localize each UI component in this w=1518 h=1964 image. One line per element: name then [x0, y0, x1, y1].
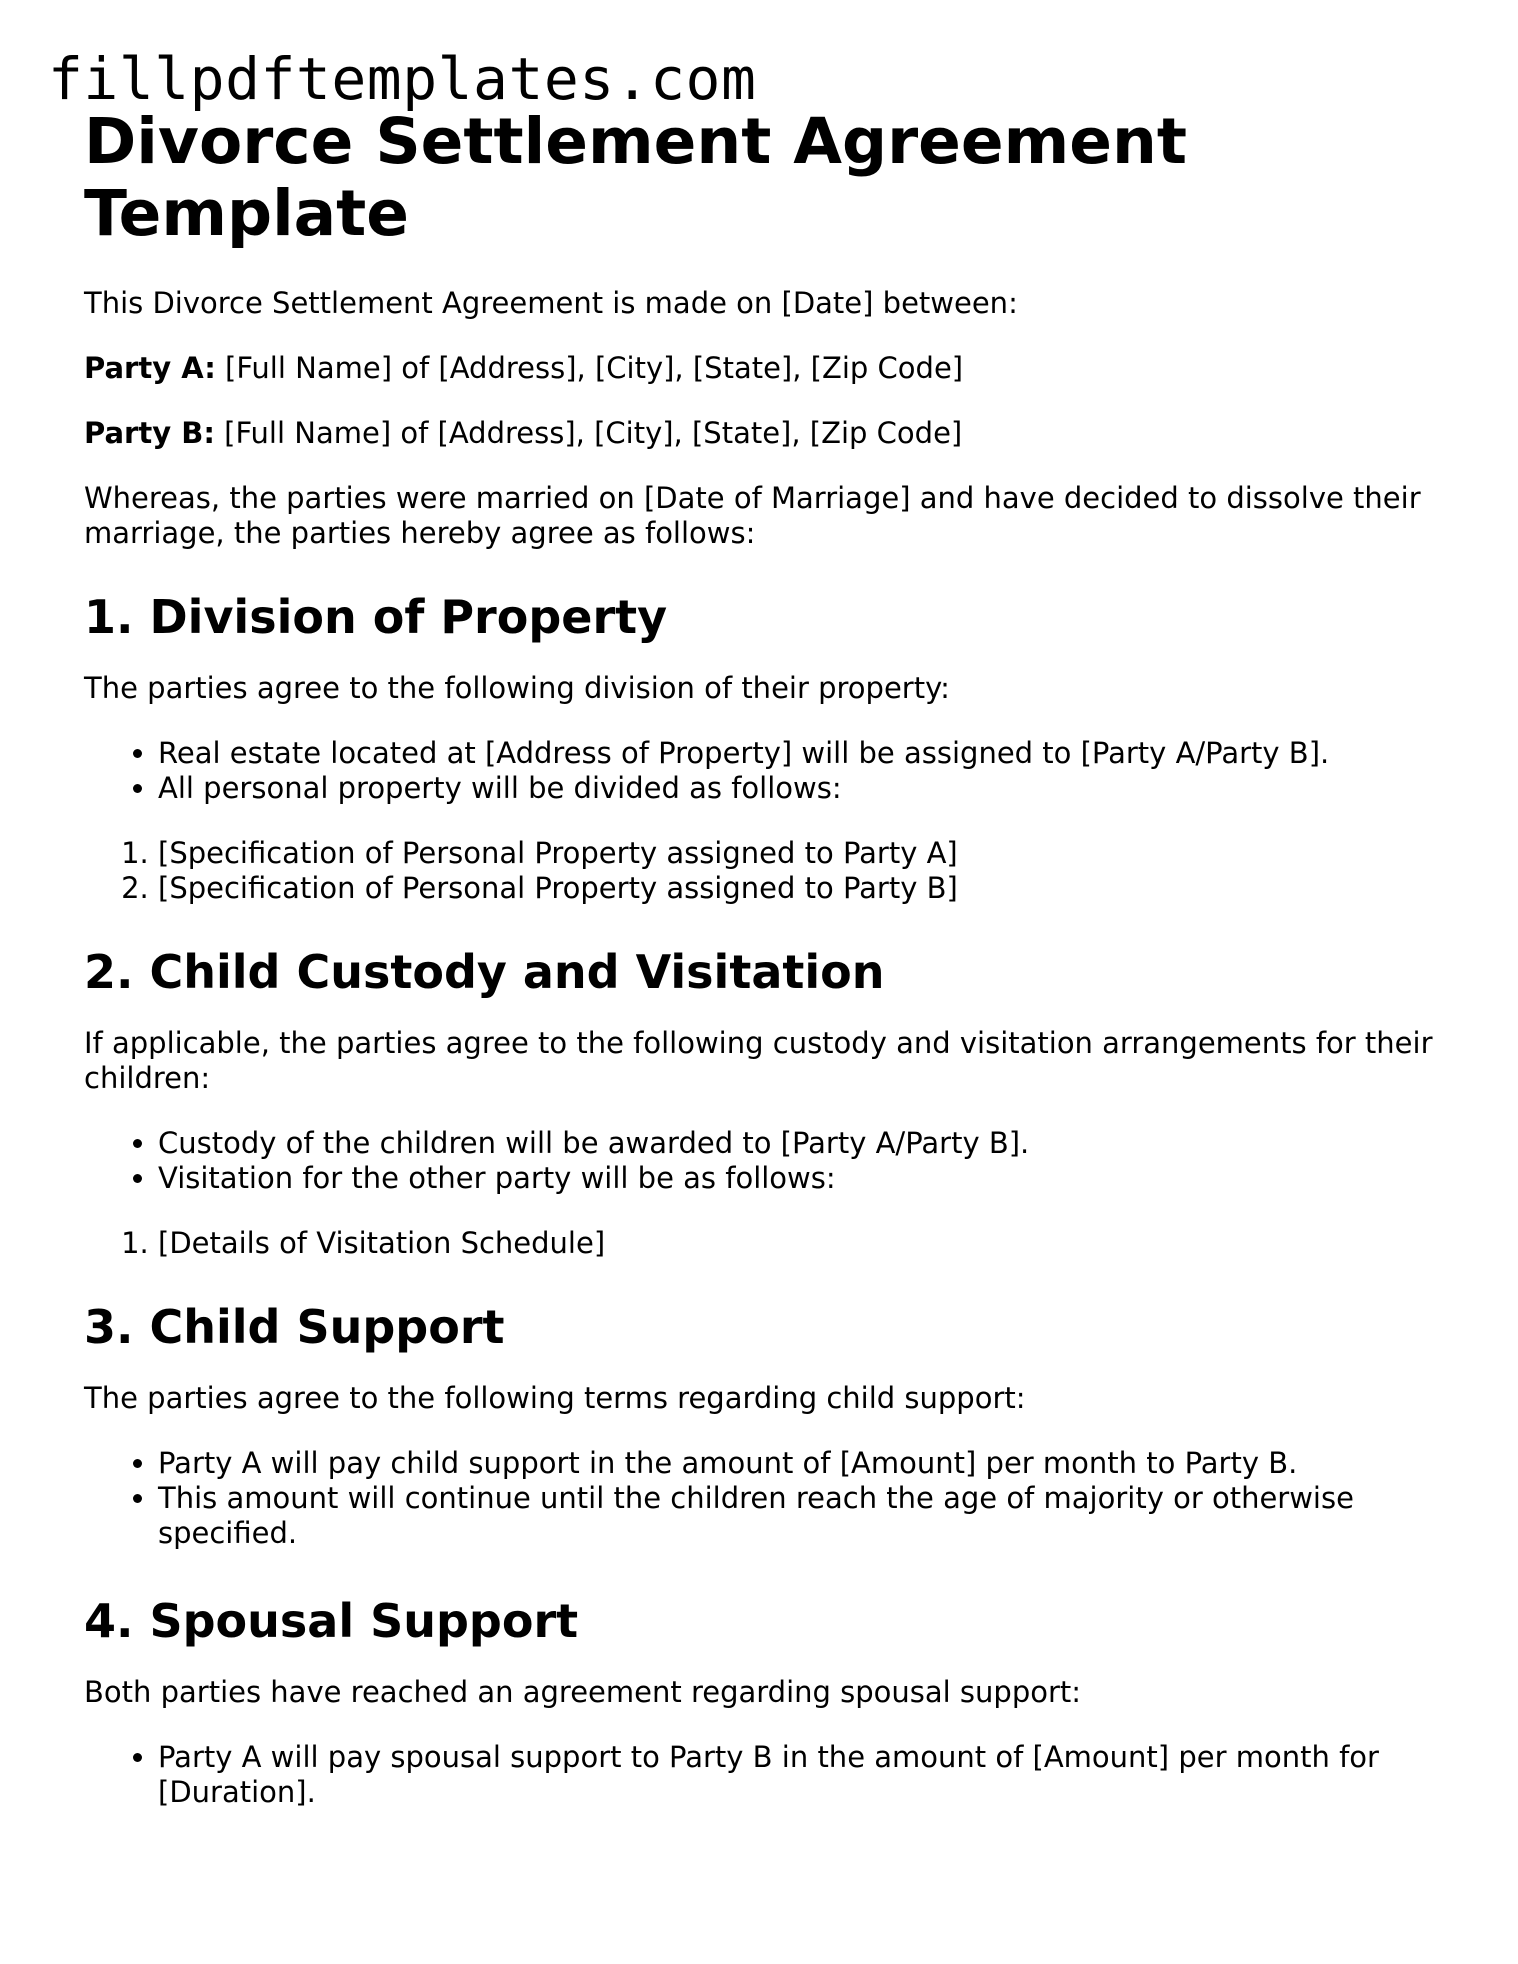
intro-paragraph: This Divorce Settlement Agreement is made on [Date] between:: [84, 286, 1018, 320]
section-1-bullet-list: [84, 736, 1444, 806]
list-item: • Visitation for the other party will be as follows:: [158, 1161, 1444, 1196]
section-3-heading: 3. Child Support: [84, 1300, 505, 1354]
section-3-bullet-list: [84, 1446, 1444, 1551]
section-4-bullet-list: [84, 1740, 1444, 1810]
document-body: [84, 106, 1444, 1840]
party-a-label: Party A:: [84, 351, 216, 385]
section-1-intro: The parties agree to the following division of their property:: [84, 671, 950, 705]
party-b-line: [84, 416, 1444, 451]
list-item: 1. [Details of Visitation Schedule]: [158, 1226, 1444, 1261]
list-item: 1. [Specification of Personal Property assigned to Party A]: [158, 836, 1444, 871]
section-2-bullet-list: [84, 1126, 1444, 1196]
section-2-intro: If applicable, the parties agree to the following custody and visitation arrangements for their children:: [84, 1026, 1433, 1095]
document-title: Divorce Settlement Agreement Template: [84, 105, 1187, 250]
whereas-paragraph: Whereas, the parties were married on [Date of Marriage] and have decided to dissolve their marriage, the parties hereby agree as follows:: [84, 481, 1421, 550]
section-2-heading: 2. Child Custody and Visitation: [84, 945, 885, 999]
list-item: • Party A will pay child support in the amount of [Amount] per month to Party B.: [158, 1446, 1444, 1481]
section-4-intro: Both parties have reached an agreement regarding spousal support:: [84, 1675, 1082, 1709]
section-1-heading: 1. Division of Property: [84, 590, 668, 644]
party-b-label: Party B:: [84, 416, 215, 450]
list-item: • This amount will continue until the children reach the age of majority or otherwise specified.: [158, 1481, 1444, 1551]
list-item: • All personal property will be divided as follows:: [158, 771, 1444, 806]
party-a-details: [Full Name] of [Address], [City], [State], [Zip Code]: [215, 351, 964, 385]
list-item: 2. [Specification of Personal Property assigned to Party B]: [158, 871, 1444, 906]
watermark: fillpdftemplates.com: [48, 45, 757, 113]
list-item: • Custody of the children will be awarded to [Party A/Party B].: [158, 1126, 1444, 1161]
party-b-details: [Full Name] of [Address], [City], [State], [Zip Code]: [214, 416, 963, 450]
party-a-line: [84, 351, 1444, 386]
list-item: • Party A will pay spousal support to Party B in the amount of [Amount] per month for [Duration].: [158, 1740, 1444, 1810]
section-3-intro: The parties agree to the following terms regarding child support:: [84, 1381, 1026, 1415]
list-item: • Real estate located at [Address of Property] will be assigned to [Party A/Party B].: [158, 736, 1444, 771]
section-4-heading: 4. Spousal Support: [84, 1594, 579, 1648]
section-2-numbered-list: [84, 1226, 1444, 1261]
section-1-numbered-list: [84, 836, 1444, 906]
